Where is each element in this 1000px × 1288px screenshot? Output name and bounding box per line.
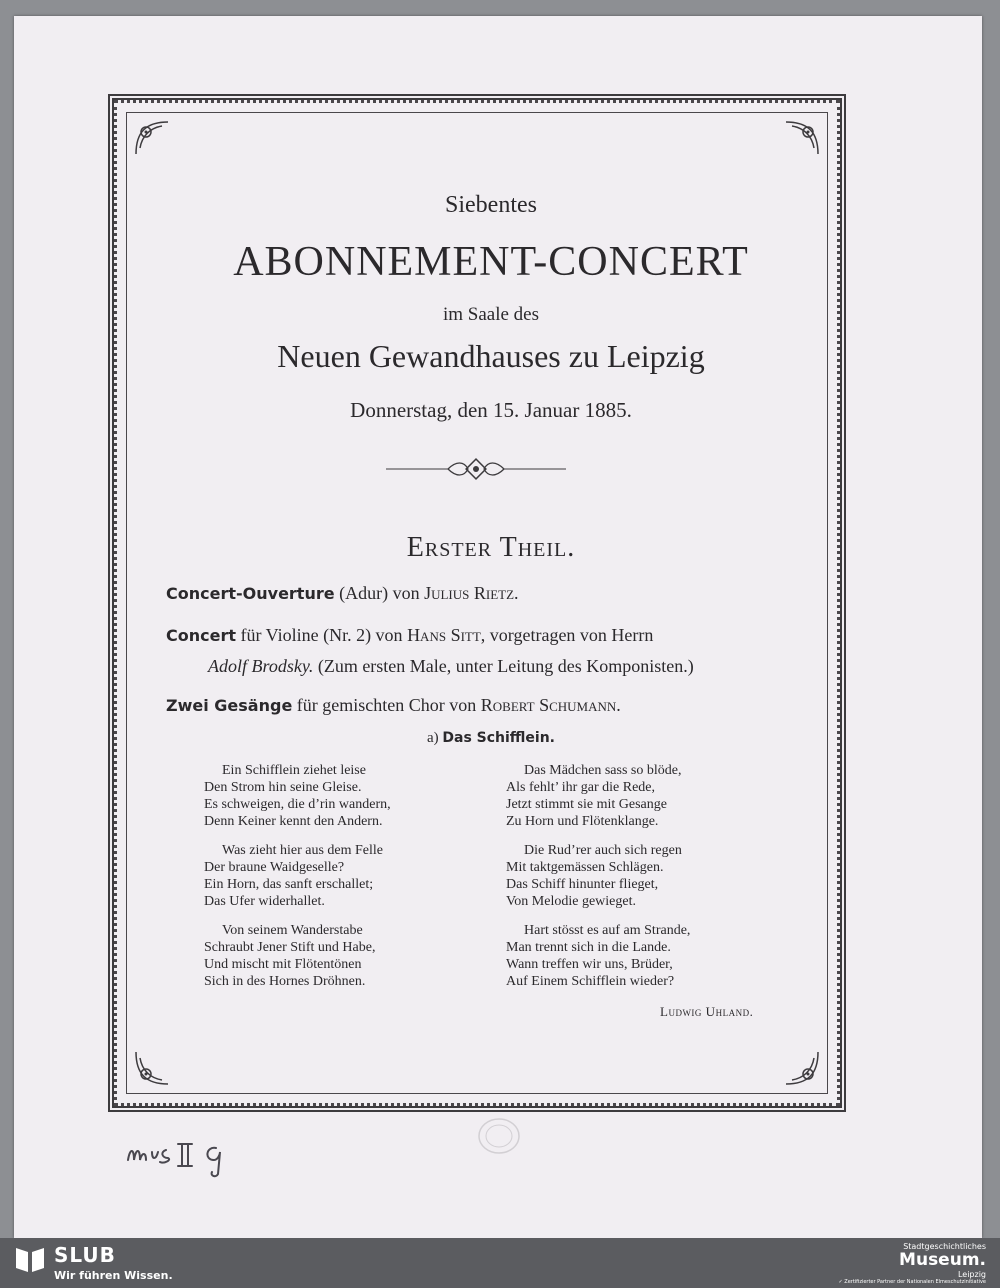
poem-line: Mit taktgemässen Schlägen. (506, 860, 664, 875)
corner-ornament-icon (782, 118, 822, 158)
poem-line: Das Schiff hinunter flieget, (506, 877, 659, 892)
work-details: für Violine (Nr. 2) von (236, 625, 408, 645)
blind-stamp-icon (476, 1116, 522, 1156)
book-logo-icon (14, 1244, 46, 1274)
composer-name: Julius Rietz (424, 583, 515, 603)
work-title: Zwei Gesänge (166, 696, 293, 715)
museum-label-top: Stadtgeschichtliches (903, 1242, 986, 1251)
venue-name: Neuen Gewandhauses zu Leipzig (277, 338, 705, 374)
corner-ornament-icon (132, 1048, 172, 1088)
poem-line: Jetzt stimmt sie mit Gesange (506, 797, 667, 812)
poem-stanza (204, 922, 391, 990)
handwritten-shelfmark (122, 1130, 242, 1178)
library-name: SLUB (54, 1243, 116, 1267)
poem-line: Hart stösst es auf am Strande, (524, 923, 691, 938)
work-details: für gemischten Chor von (292, 695, 481, 715)
composer-name: Hans Sitt (407, 625, 481, 645)
poem-stanza (506, 842, 690, 910)
item-end: . (616, 695, 621, 715)
poem-line: Schraubt Jener Stift und Habe, (204, 940, 376, 955)
song-marker: a) (426, 730, 439, 746)
concert-title: ABONNEMENT-CONCERT (233, 239, 749, 285)
poem-stanza (204, 842, 391, 910)
corner-ornament-icon (782, 1048, 822, 1088)
museum-certification: ✓ Zertifizierter Partner der Nationalen Elmeschutzinitiative (838, 1279, 986, 1285)
museum-name: Museum. (899, 1250, 986, 1270)
composer-name: Robert Schumann (480, 695, 617, 715)
poem-line: Man trennt sich in die Lande. (506, 940, 671, 955)
concert-number: Siebentes (445, 192, 537, 218)
poem-line: Das Mädchen sass so blöde, (524, 763, 682, 778)
poem-line: Es schweigen, die d’rin wandern, (204, 797, 391, 812)
poem-line: Von Melodie gewieget. (506, 894, 636, 909)
corner-ornament-icon (132, 118, 172, 158)
work-details: (Adur) von (334, 583, 425, 603)
poem-stanza (506, 762, 690, 830)
poem-line: Wann treffen wir uns, Brüder, (506, 957, 673, 972)
soloist-name: Adolf Brodsky. (208, 656, 314, 676)
poem-line: Auf Einem Schifflein wieder? (506, 974, 675, 989)
performance-note: (Zum ersten Male, unter Leitung des Komponisten.) (313, 656, 694, 676)
concert-date: Donnerstag, den 15. Januar 1885. (350, 398, 632, 422)
poem-stanza (506, 922, 690, 990)
item-end: . (514, 583, 519, 603)
museum-city: Leipzig (957, 1270, 986, 1279)
program-item (166, 690, 786, 721)
divider-ornament-icon (386, 456, 566, 482)
poem-line: Ein Schifflein ziehet leise (222, 763, 366, 778)
poem-line: Als fehlt’ ihr gar die Rede, (506, 780, 656, 795)
work-title: Concert-Ouverture (166, 584, 335, 603)
poem-line: Ein Horn, das sanft erschallet; (204, 877, 374, 892)
poem-line: Der braune Waidgeselle? (204, 860, 345, 875)
poem-line: Von seinem Wanderstabe (222, 923, 363, 938)
library-tagline: Wir führen Wissen. (54, 1269, 173, 1282)
poem-line: Denn Keiner kennt den Andern. (204, 814, 383, 829)
document-page (14, 16, 982, 1238)
poem-line: Was zieht hier aus dem Felle (222, 843, 383, 858)
poem-line: Die Rud’rer auch sich regen (524, 843, 682, 858)
song-heading (14, 730, 968, 747)
poem-line: Sich in des Hornes Dröhnen. (204, 974, 366, 989)
work-title: Concert (166, 626, 236, 645)
footer-bar (0, 1238, 1000, 1288)
song-title: Das Schifflein. (442, 730, 556, 746)
poem-line: Und mischt mit Flötentönen (204, 957, 362, 972)
venue-intro: im Saale des (442, 304, 540, 325)
poem-author: Ludwig Uhland. (660, 1004, 754, 1019)
program-item (166, 620, 786, 681)
poem-column-left (204, 762, 391, 1002)
poem-stanza (204, 762, 391, 830)
part-heading: Erster Theil. (406, 532, 576, 563)
performer-intro: , vorgetragen von Herrn (480, 625, 654, 645)
poem-line: Zu Horn und Flötenklange. (506, 814, 659, 829)
poem-line: Den Strom hin seine Gleise. (204, 780, 362, 795)
program-item (166, 578, 786, 609)
poem-column-right (506, 762, 690, 1002)
poem-line: Das Ufer widerhallet. (204, 894, 325, 909)
